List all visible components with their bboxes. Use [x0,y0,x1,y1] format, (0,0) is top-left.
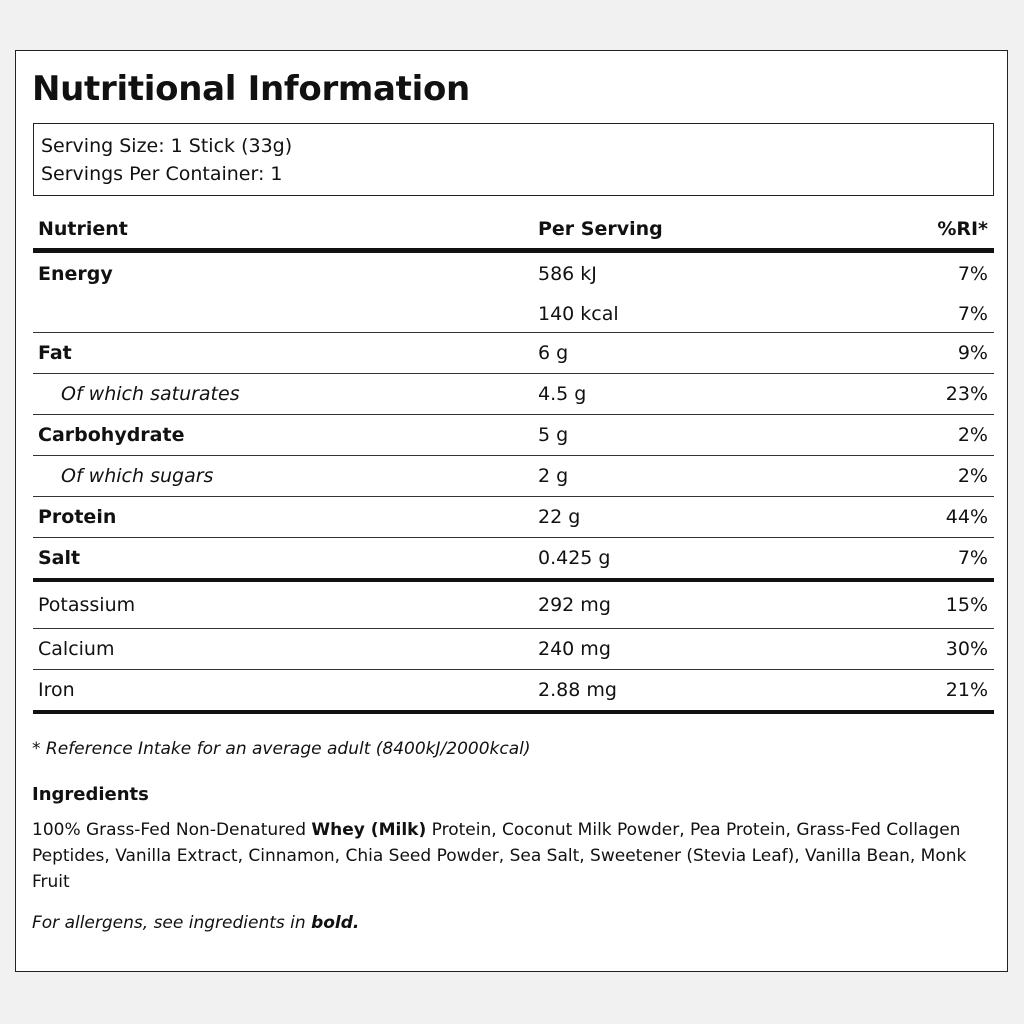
allergen-note [32,913,359,933]
nutrition-panel [15,50,1008,972]
serving-size: Serving Size: 1 Stick (33g) [41,135,293,157]
servings-per-container: Servings Per Container: 1 [41,163,283,185]
serving-box [33,123,994,196]
table-row [33,415,994,456]
ri-footnote: * Reference Intake for an average adult (8400kJ/2000kcal) [32,739,531,759]
nutrient-ri: 7% [957,302,988,325]
nutrient-name: Carbohydrate [38,424,185,446]
nutrient-name: Potassium [38,594,136,616]
nutrient-name: Fat [38,342,72,364]
nutrient-value: 0.425 g [538,547,611,569]
table-row [33,582,994,629]
nutrient-ri: 7% [957,547,988,569]
table-row [33,670,994,714]
header-per-serving: Per Serving [538,218,663,240]
nutrient-value: 6 g [538,342,569,364]
nutrient-value: 2 g [538,465,569,487]
nutrient-value: 292 mg [538,594,611,616]
nutrient-value: 240 mg [538,638,611,660]
nutrient-name: Energy [38,263,113,285]
nutrient-name: Iron [38,679,75,701]
nutrient-ri: 15% [945,594,988,616]
header-ri: %RI* [937,218,988,240]
ingredients-text-after: Protein, Coconut Milk Powder, Pea Protein, Grass-Fed Collagen Peptides, Vanilla Extract, Cinnamon, Chia Seed Powder, Sea Salt, Sweetener (Stevia Leaf), Vanilla Bean, Monk Fruit [32,820,967,892]
table-row [33,253,994,295]
ingredients-text-before: 100% Grass-Fed Non-Denatured [32,820,312,840]
table-row [33,374,994,415]
nutrient-name: Calcium [38,638,115,660]
nutrition-table [33,209,994,714]
nutrient-name: Of which sugars [61,465,214,487]
nutrient-ri: 21% [945,679,988,701]
nutrient-ri: 23% [945,383,988,405]
nutrient-value: 22 g [538,506,581,528]
nutrient-ri: 2% [957,424,988,446]
nutrient-ri: 9% [957,342,988,364]
allergen-note-text: For allergens, see ingredients in [32,913,312,933]
table-row [33,497,994,538]
nutrient-name: Protein [38,506,117,528]
table-row [33,456,994,497]
page-title: Nutritional Information [32,69,470,109]
header-nutrient: Nutrient [38,218,128,240]
table-header [33,209,994,253]
nutrient-value: 5 g [538,424,569,446]
nutrient-value: 140 kcal [538,302,619,325]
allergen-note-bold: bold. [311,913,360,933]
nutrient-ri: 30% [945,638,988,660]
nutrient-ri: 2% [957,465,988,487]
nutrient-ri: 7% [957,263,988,285]
nutrient-value: 586 kJ [538,263,597,285]
table-row [33,333,994,374]
nutrient-ri: 44% [945,506,988,528]
table-row [33,629,994,670]
nutrient-name: Of which saturates [61,383,240,405]
nutrient-value: 4.5 g [538,383,587,405]
nutrient-name: Salt [38,547,81,569]
allergen-ingredient: Whey (Milk) [311,820,427,840]
ingredients-heading: Ingredients [32,784,149,805]
table-row [33,538,994,582]
nutrient-value: 2.88 mg [538,679,617,701]
table-row [33,295,994,333]
ingredients-text [32,817,1002,895]
